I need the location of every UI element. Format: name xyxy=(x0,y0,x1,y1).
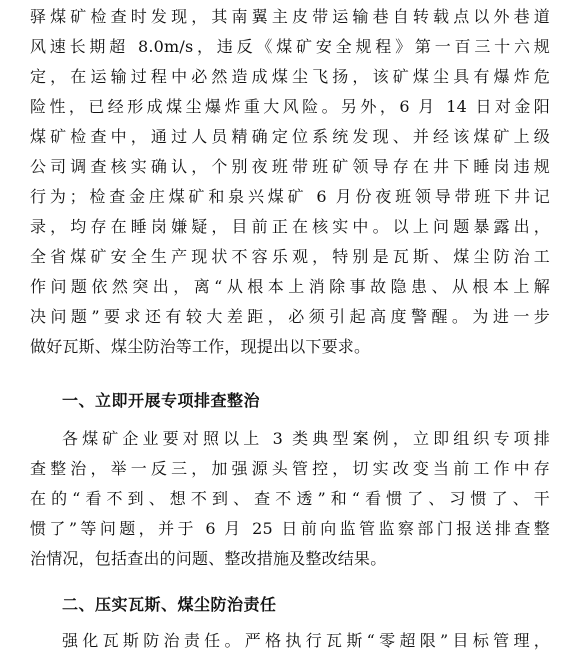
paragraph1-line-4: 险性，已经形成煤尘爆炸重大风险。另外，6 月 14 日对金阳 xyxy=(30,97,550,116)
paragraph1-line-12: 做好瓦斯、煤尘防治等工作，现提出以下要求。 xyxy=(30,337,371,356)
paragraph1-line-9: 全省煤矿安全生产现状不容乐观，特别是瓦斯、煤尘防治工 xyxy=(30,247,550,266)
paragraph2-line-4: 惯了”等问题，并于 6 月 25 日前向监管监察部门报送排查整 xyxy=(30,519,550,538)
paragraph1-line-3: 定，在运输过程中必然造成煤尘飞扬，该矿煤尘具有爆炸危 xyxy=(30,67,550,86)
paragraph1-line-1: 驿煤矿检查时发现，其南翼主皮带运输巷自转载点以外巷道 xyxy=(30,7,550,26)
section-heading-2: 二、压实瓦斯、煤尘防治责任 xyxy=(62,595,277,614)
paragraph1-line-5: 煤矿检查中，通过人员精确定位系统发现、并经该煤矿上级 xyxy=(30,127,550,146)
section-heading-1: 一、立即开展专项排查整治 xyxy=(62,391,261,410)
paragraph3-line-1: 强化瓦斯防治责任。严格执行瓦斯“零超限”目标管理， xyxy=(62,631,550,650)
paragraph2-line-1: 各煤矿企业要对照以上 3 类典型案例，立即组织专项排 xyxy=(62,429,550,448)
paragraph2-line-5: 治情况，包括查出的问题、整改措施及整改结果。 xyxy=(30,549,387,568)
paragraph1-line-6: 公司调查核实确认，个别夜班带班矿领导存在井下睡岗违规 xyxy=(30,157,550,176)
paragraph1-line-2: 风速长期超 8.0m/s，违反《煤矿安全规程》第一百三十六规 xyxy=(30,37,550,56)
paragraph1-line-7: 行为；检查金庄煤矿和泉兴煤矿 6 月份夜班领导带班下井记 xyxy=(30,187,550,206)
paragraph1-line-11: 决问题”要求还有较大差距，必须引起高度警醒。为进一步 xyxy=(30,307,550,326)
paragraph1-line-8: 录，均存在睡岗嫌疑，目前正在核实中。以上问题暴露出， xyxy=(30,217,550,236)
paragraph2-line-3: 在的“看不到、想不到、查不透”和“看惯了、习惯了、干 xyxy=(30,489,550,508)
paragraph1-line-10: 作问题依然突出，离“从根本上消除事故隐患、从根本上解 xyxy=(30,277,550,296)
paragraph2-line-2: 查整治，举一反三，加强源头管控，切实改变当前工作中存 xyxy=(30,459,550,478)
